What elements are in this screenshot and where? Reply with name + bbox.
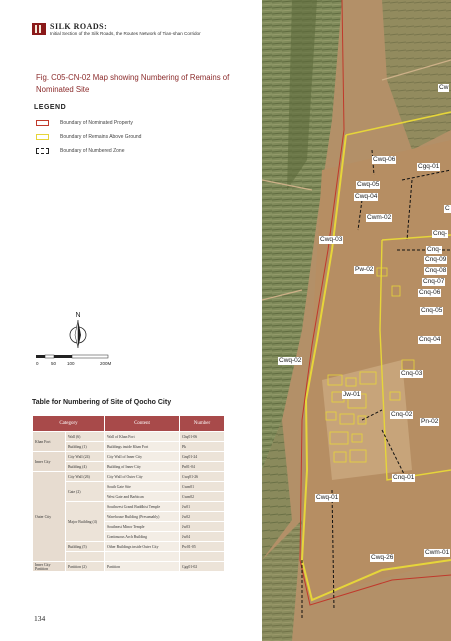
subcategory-cell: Gate (2) xyxy=(66,482,105,502)
category-cell: Inner City Partition xyxy=(33,562,66,572)
map-label: Cwq-06 xyxy=(373,156,396,163)
scale-bar xyxy=(34,354,114,368)
table-row xyxy=(33,472,225,482)
category-cell: Khan Fort xyxy=(33,432,66,452)
number-cell: Cnq01-24 xyxy=(180,452,225,462)
map-label: Cnq-01 xyxy=(393,474,415,481)
table-row xyxy=(33,452,225,462)
map-imagery xyxy=(262,0,451,641)
content-cell: Southeast Minor Temple xyxy=(105,522,180,532)
subcategory-cell: City Wall (26) xyxy=(66,472,105,482)
number-cell: Pk xyxy=(180,442,225,452)
number-cell: Jw01 xyxy=(180,502,225,512)
header-content: Content xyxy=(105,416,180,432)
number-cell: Pw01-05 xyxy=(180,542,225,552)
number-cell: Pn01-04 xyxy=(180,462,225,472)
map-label: Cwq-01 xyxy=(316,494,339,501)
subcategory-cell: City Wall (24) xyxy=(66,452,105,462)
map-label: Cnq-05 xyxy=(421,307,443,314)
legend-title: LEGEND xyxy=(34,104,67,111)
scale-tick: 50 xyxy=(51,361,57,366)
north-arrow-icon xyxy=(66,310,90,350)
map-label: Jw-01 xyxy=(343,391,361,398)
subcategory-cell: Building (1) xyxy=(66,442,105,452)
scale-tick: 200M xyxy=(100,361,112,366)
content-cell: Buildings inside Khan Fort xyxy=(105,442,180,452)
header-title: SILK ROADS: xyxy=(50,22,108,31)
map-label: Cnq-08 xyxy=(425,267,447,274)
table-row xyxy=(33,432,225,442)
yellow-boundary-swatch xyxy=(36,134,49,140)
map-label: Cwq-04 xyxy=(355,193,378,200)
map-label: Cwq-03 xyxy=(320,236,343,243)
number-cell: Cwm02 xyxy=(180,492,225,502)
content-cell: Continuous Arch Building xyxy=(105,532,180,542)
content-cell: Warehouse Building (Presumably) xyxy=(105,512,180,522)
map-label: Cgq-01 xyxy=(418,163,440,170)
map-label: Cwq-05 xyxy=(357,181,380,188)
map-label: Cnq-04 xyxy=(419,336,441,343)
map-label: Cwq-26 xyxy=(371,554,394,561)
content-cell: South Gate Site xyxy=(105,482,180,492)
numbering-table xyxy=(32,415,225,572)
legend-label: Boundary of Nominated Property xyxy=(60,120,133,126)
header-subtitle: Initial Section of the Silk Roads, the Routes Network of Tian-shan Corridor xyxy=(50,31,201,36)
number-cell: Cgq01-02 xyxy=(180,562,225,572)
content-cell: City Wall of Inner City xyxy=(105,452,180,462)
subcategory-cell: Major Building (4) xyxy=(66,502,105,542)
figure-caption: Fig. C05-CN-02 Map showing Numbering of Remains of Nominated Site xyxy=(36,73,230,94)
number-cell: Jw03 xyxy=(180,522,225,532)
subcategory-cell: Partition (2) xyxy=(66,562,105,572)
page-number: 134 xyxy=(34,614,46,623)
scale-tick: 0 xyxy=(36,361,39,366)
number-cell: Cwq01-26 xyxy=(180,472,225,482)
map-label: Cnq- xyxy=(427,246,442,253)
dashed-boundary-swatch xyxy=(36,148,49,154)
red-boundary-swatch xyxy=(36,120,49,126)
map-label: Pw-02 xyxy=(355,266,374,273)
map-label: Cnq-02 xyxy=(391,411,413,418)
table-header-row xyxy=(33,416,225,432)
map-label: Cnq- xyxy=(433,230,448,237)
map-label: Cnq-09 xyxy=(425,256,447,263)
legend-label: Boundary of Remains Above Ground xyxy=(60,134,142,140)
map-label: Pn-02 xyxy=(421,418,439,425)
header-category: Category xyxy=(33,416,105,432)
map-label: C xyxy=(445,205,450,212)
category-cell: Inner City xyxy=(33,452,66,472)
subcategory-cell: Building (5) xyxy=(66,542,105,552)
map-label: Cw xyxy=(439,84,449,91)
map-label: Cwm-01 xyxy=(425,549,450,556)
map-label: Cnq-07 xyxy=(423,278,445,285)
category-cell: Outer City xyxy=(33,472,66,562)
content-cell: Wall of Khan Fort xyxy=(105,432,180,442)
table-title: Table for Numbering of Site of Qocho City xyxy=(32,399,172,406)
content-cell: Partition xyxy=(105,562,180,572)
number-cell: Cwm01 xyxy=(180,482,225,492)
number-cell: Jw02 xyxy=(180,512,225,522)
north-label: N xyxy=(75,312,81,319)
content-cell: Southwest Grand Buddhist Temple xyxy=(105,502,180,512)
header-number: Number xyxy=(180,416,225,432)
content-cell: Building of Inner City xyxy=(105,462,180,472)
subcategory-cell: Building (4) xyxy=(66,462,105,472)
content-cell: Other Buildings inside Outer City xyxy=(105,542,180,552)
legend-label: Boundary of Numbered Zone xyxy=(60,148,125,154)
content-cell: West Gate and Barbican xyxy=(105,492,180,502)
silk-roads-logo xyxy=(32,23,46,35)
content-cell: City Wall of Outer City xyxy=(105,472,180,482)
subcategory-cell: Wall (6) xyxy=(66,432,105,442)
number-cell: Jw04 xyxy=(180,532,225,542)
map-label: Cnq-06 xyxy=(419,289,441,296)
aerial-map xyxy=(262,0,451,641)
map-label: Cwq-02 xyxy=(279,357,302,364)
scale-tick: 100 xyxy=(67,361,75,366)
map-label: Cnq-03 xyxy=(401,370,423,377)
table-row xyxy=(33,562,225,572)
number-cell: Chq01-06 xyxy=(180,432,225,442)
map-label: Cwm-02 xyxy=(367,214,392,221)
